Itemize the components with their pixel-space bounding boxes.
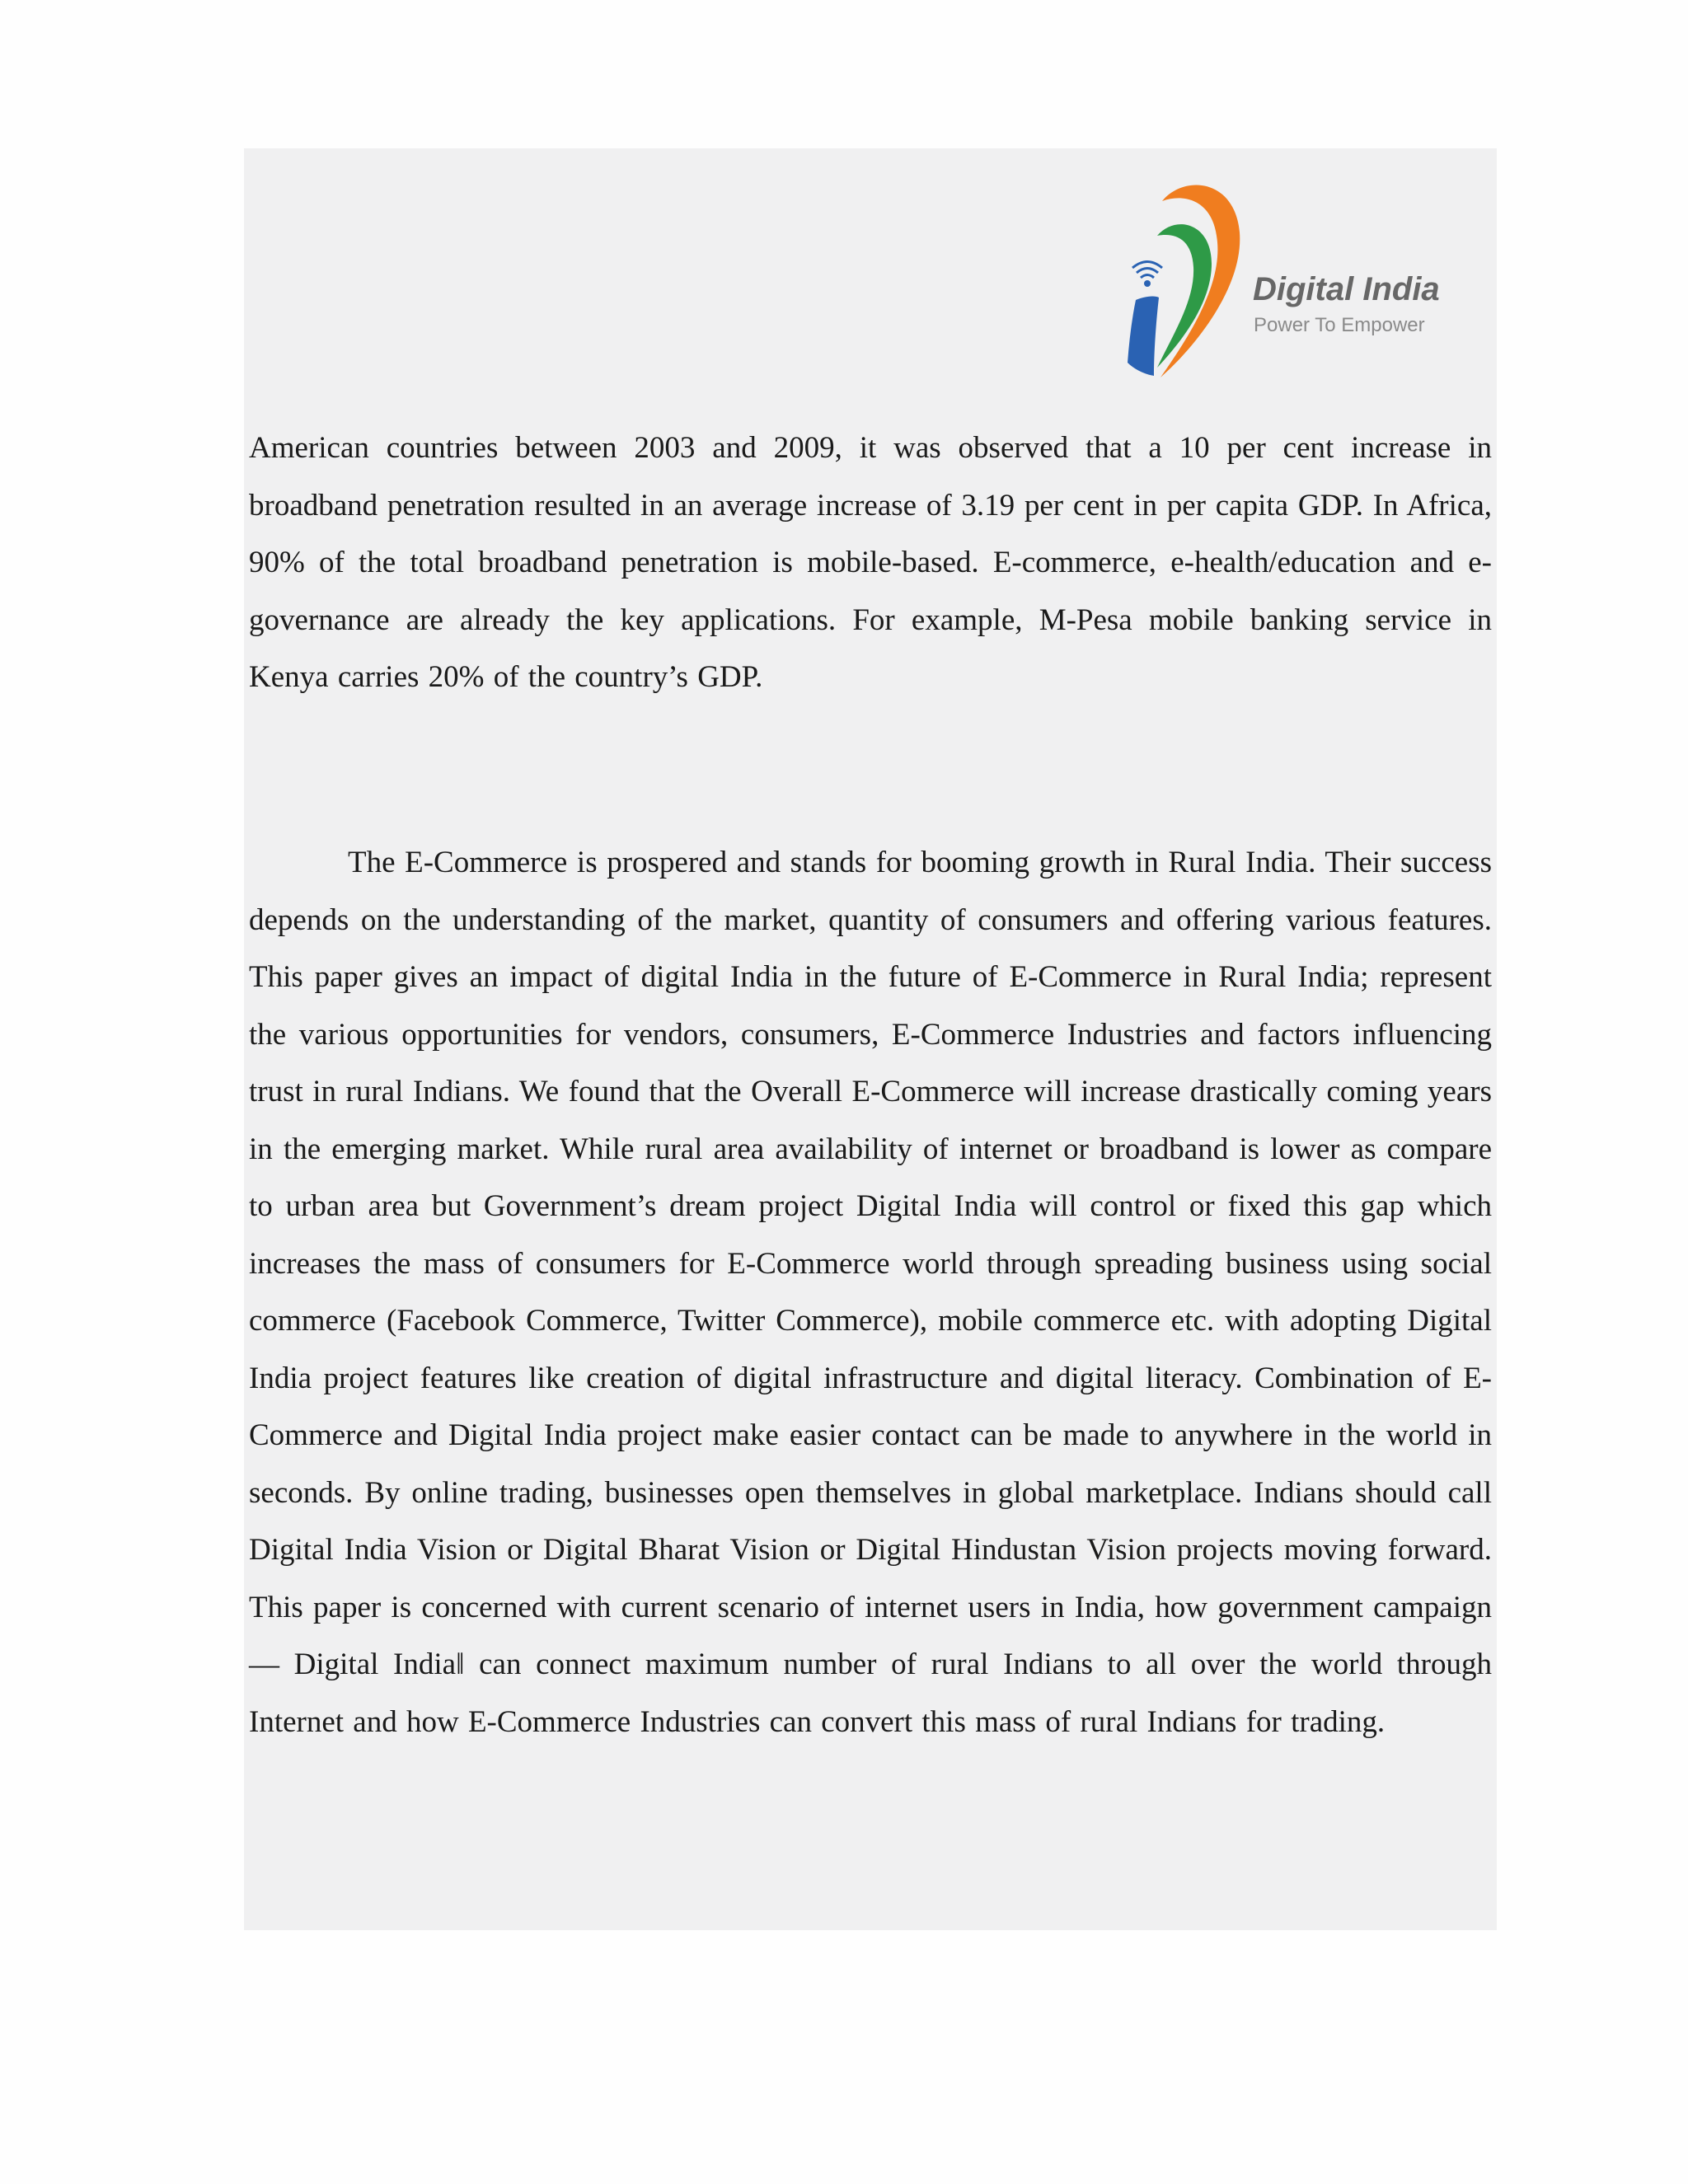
logo-tagline: Power To Empower xyxy=(1254,314,1425,336)
digital-india-logo xyxy=(1119,178,1441,384)
digital-india-logo-icon xyxy=(1119,178,1441,384)
logo-title: Digital India xyxy=(1253,271,1440,307)
body-paragraph-1: American countries between 2003 and 2009, it was observed that a 10 per cent increase in broadband penetration resulted in an average increase of 3.19 per cent in per capita GDP. In Africa, 90% of the total broadband penetration is mobile-based. E-commerce, e-health/education and e-governance are already the key applications. For example, M-Pesa mobile banking service in Kenya carries 20% of the country’s GDP. xyxy=(249,431,1492,694)
body-paragraph-2: The E-Commerce is prospered and stands for booming growth in Rural India. Their success depends on the understanding of the market, quantity of consumers and offering various features. This paper gives an impact of digital India in the future of E-Commerce in Rural India; represent the various opportunities for vendors, consumers, E-Commerce Industries and factors influencing trust in rural Indians. We found that the Overall E-Commerce will increase drastically coming years in the emerging market. While rural area availability of internet or broadband is lower as compare to urban area but Government’s dream project Digital India will control or fixed this gap which increases the mass of consumers for E-Commerce world through spreading business using social commerce (Facebook Commerce, Twitter Commerce), mobile commerce etc. with adopting Digital India project features like creation of digital infrastructure and digital literacy. Combination of E-Commerce and Digital India project make easier contact can be made to anywhere in the world in seconds. By online trading, businesses open themselves in global marketplace. Indians should call Digital India Vision or Digital Bharat Vision or Digital Hindustan Vision projects moving forward. This paper is concerned with current scenario of internet users in India, how government campaign ― Digital India‖ can connect maximum number of rural Indians to all over the world through Internet and how E-Commerce Industries can convert this mass of rural Indians for trading. xyxy=(249,846,1492,1739)
